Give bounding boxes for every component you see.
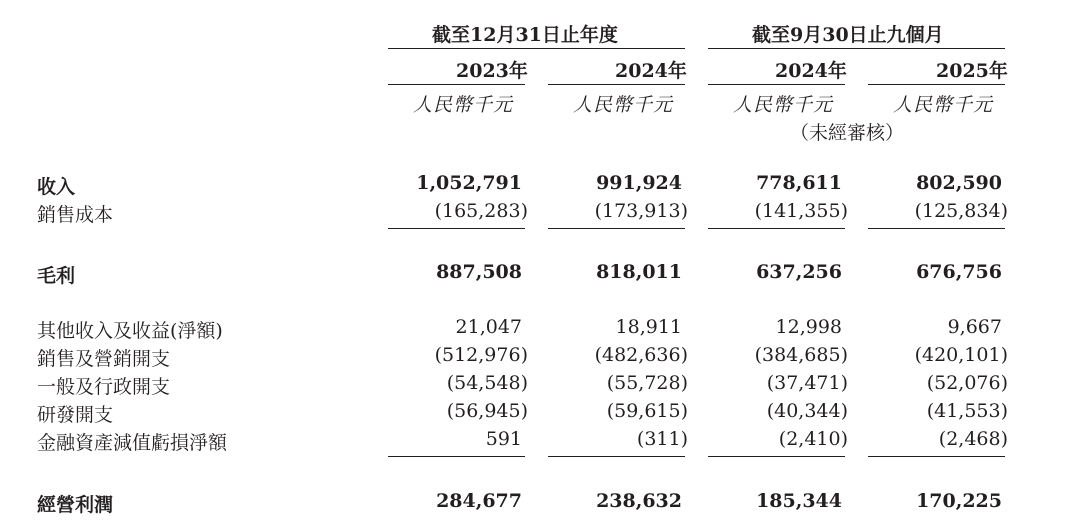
subtotal-line-2-col2 — [548, 456, 685, 457]
year-underline-col3 — [708, 84, 845, 85]
operating-profit-col2: 238,632 — [596, 490, 682, 512]
selling-expenses-col3: (384,685) — [754, 344, 848, 366]
other-income-col3: 12,998 — [775, 316, 842, 338]
unit-label-col3: 人民幣千元 — [733, 94, 834, 116]
row-label-selling-expenses: 銷售及營銷開支 — [37, 348, 171, 370]
cost-of-sales-col2: (173,913) — [594, 200, 688, 222]
unit-label-col2: 人民幣千元 — [573, 94, 674, 116]
impairment-col1: 591 — [485, 428, 522, 450]
admin-expenses-col1: (54,548) — [446, 372, 528, 394]
rd-expenses-col3: (40,344) — [766, 400, 848, 422]
year-underline-col4 — [868, 84, 1005, 85]
gross-profit-col2: 818,011 — [596, 261, 682, 283]
row-label-other-income: 其他收入及收益(淨額) — [37, 320, 223, 342]
other-income-col4: 9,667 — [947, 316, 1002, 338]
subtotal-line-1-col4 — [868, 228, 1005, 229]
gross-profit-col3: 637,256 — [756, 261, 842, 283]
rd-expenses-col1: (56,945) — [446, 400, 528, 422]
impairment-col4: (2,468) — [938, 428, 1008, 450]
year-header-col4: 2025年 — [936, 60, 1008, 82]
row-label-gross-profit: 毛利 — [37, 265, 76, 287]
row-label-admin-expenses: 一般及行政開支 — [37, 376, 171, 398]
year-underline-col2 — [548, 84, 685, 85]
selling-expenses-col2: (482,636) — [594, 344, 688, 366]
cost-of-sales-col4: (125,834) — [914, 200, 1008, 222]
row-label-operating-profit: 經營利潤 — [37, 494, 114, 516]
selling-expenses-col4: (420,101) — [914, 344, 1008, 366]
group1-underline — [388, 48, 685, 49]
revenue-col1: 1,052,791 — [416, 172, 522, 194]
row-label-cost-of-sales: 銷售成本 — [37, 204, 114, 226]
other-income-col2: 18,911 — [615, 316, 682, 338]
year-header-col2: 2024年 — [615, 60, 687, 82]
unit-label-col1: 人民幣千元 — [413, 94, 514, 116]
subtotal-line-1-col2 — [548, 228, 685, 229]
row-label-rd-expenses: 研發開支 — [37, 404, 114, 426]
admin-expenses-col3: (37,471) — [766, 372, 848, 394]
unaudited-note: （未經審核） — [790, 122, 905, 144]
operating-profit-col3: 185,344 — [756, 490, 842, 512]
subtotal-line-2-col4 — [868, 456, 1005, 457]
group2-underline — [708, 48, 1005, 49]
gross-profit-col1: 887,508 — [436, 261, 522, 283]
cost-of-sales-col1: (165,283) — [434, 200, 528, 222]
admin-expenses-col4: (52,076) — [926, 372, 1008, 394]
operating-profit-col4: 170,225 — [916, 490, 1002, 512]
period-header-year: 截至12月31日止年度 — [432, 24, 618, 46]
cost-of-sales-col3: (141,355) — [754, 200, 848, 222]
subtotal-line-2-col3 — [708, 456, 845, 457]
impairment-col3: (2,410) — [778, 428, 848, 450]
revenue-col4: 802,590 — [916, 172, 1002, 194]
year-underline-col1 — [388, 84, 525, 85]
operating-profit-col1: 284,677 — [436, 490, 522, 512]
period-header-nine-months: 截至9月30日止九個月 — [752, 24, 944, 46]
revenue-col2: 991,924 — [596, 172, 682, 194]
subtotal-line-2-col1 — [388, 456, 525, 457]
year-header-col1: 2023年 — [456, 60, 528, 82]
subtotal-line-1-col3 — [708, 228, 845, 229]
subtotal-line-1-col1 — [388, 228, 525, 229]
row-label-revenue: 收入 — [37, 176, 76, 198]
unit-label-col4: 人民幣千元 — [893, 94, 994, 116]
rd-expenses-col4: (41,553) — [926, 400, 1008, 422]
impairment-col2: (311) — [636, 428, 688, 450]
admin-expenses-col2: (55,728) — [606, 372, 688, 394]
other-income-col1: 21,047 — [455, 316, 522, 338]
selling-expenses-col1: (512,976) — [434, 344, 528, 366]
rd-expenses-col2: (59,615) — [606, 400, 688, 422]
revenue-col3: 778,611 — [756, 172, 842, 194]
year-header-col3: 2024年 — [775, 60, 847, 82]
gross-profit-col4: 676,756 — [916, 261, 1002, 283]
row-label-impairment: 金融資產減值虧損淨額 — [37, 432, 228, 454]
